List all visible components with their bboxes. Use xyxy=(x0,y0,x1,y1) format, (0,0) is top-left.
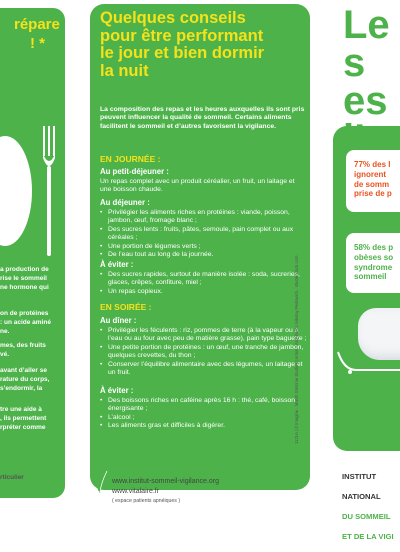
list-item: • Les aliments gras et difficiles à digérer. xyxy=(100,422,308,430)
subsection-title-eviter-soiree: À éviter : xyxy=(100,386,134,395)
list-item: • Des sucres lents : fruits, pâtes, semoule, pain complet ou aux céréales ; xyxy=(100,226,308,243)
dejeuner-list xyxy=(100,209,308,259)
list-item: • L’alcool ; xyxy=(100,414,308,422)
stat-card-1 xyxy=(346,150,400,212)
left-text-line: , ils permettent xyxy=(0,415,47,422)
list-item: • Une petite portion de protéines : un œuf, une tranche de jambon, quelques crevettes, du thon ; xyxy=(100,344,308,361)
more-info-title: POUR EN SAVOIR + xyxy=(112,466,192,476)
right-title: Le s es xyxy=(343,3,390,123)
link-note: ( espace patients apnéiques ) xyxy=(112,498,181,504)
left-text-line: vé. xyxy=(0,351,10,358)
advice-panel xyxy=(90,4,310,490)
intro-text: La composition des repas et les heures auxquelles ils sont pris peuvent influencer la qualité de sommeil. Certains aliments facilitent le sommeil et d’autres favorisent la vigilance. xyxy=(100,106,305,130)
left-text-line: tre une aide à xyxy=(0,406,42,413)
institute-line1: INSTITUT xyxy=(342,472,377,481)
stat-text-2: 58% des p obèses so syndrome sommeil xyxy=(354,243,394,282)
list-item: • Des sucres rapides, surtout de manière isolée : soda, sucreries, glaces, crêpes, confiture, miel ; xyxy=(100,271,308,288)
bed-illustration xyxy=(336,350,400,374)
left-text-line: : un acide aminé xyxy=(0,319,51,326)
panel-title: Quelques conseils pour être performant le jour et bien dormir la nuit xyxy=(100,9,265,80)
left-text-line: rpréter comme xyxy=(0,424,46,431)
left-bottom-fragment: rticulier xyxy=(0,474,24,481)
left-text-line: mes, des fruits xyxy=(0,342,46,349)
eviter-soiree-list xyxy=(100,397,308,431)
list-item: • Un repas copieux. xyxy=(100,288,308,296)
left-text-line: ne. xyxy=(0,328,10,335)
left-text-line: rature du corps, xyxy=(0,376,50,383)
institute-logo-text xyxy=(342,462,394,552)
left-text-line: ne hormone qui xyxy=(0,284,49,291)
subsection-title-eviter-journee: À éviter : xyxy=(100,260,134,269)
stat-text-1: 77% des l ignorent de somm prise de p xyxy=(354,160,392,199)
subsection-title-dejeuner: Au déjeuner : xyxy=(100,198,150,207)
left-text-line: rise le sommeil xyxy=(0,275,47,282)
plate-illustration xyxy=(0,136,32,246)
left-text-line: on de protéines xyxy=(0,310,49,317)
list-item: • Des boissons riches en caféine après 16 h : thé, café, boisson énergisante ; xyxy=(100,397,308,414)
left-title-line1: répare xyxy=(14,16,60,33)
left-text-line: a production de xyxy=(0,266,49,273)
left-panel xyxy=(0,8,65,498)
subsection-title-diner: Au dîner : xyxy=(100,316,137,325)
list-item: • De l’eau tout au long de la journée. xyxy=(100,251,308,259)
institute-line2: NATIONAL xyxy=(342,492,381,501)
institute-line3: DU SOMMEIL xyxy=(342,512,391,521)
section-title-soiree: EN SOIRÉE : xyxy=(100,302,152,312)
diner-list xyxy=(100,327,308,377)
photo-credits xyxy=(294,436,299,444)
left-text-line: s’endormir, la xyxy=(0,385,43,392)
list-item: • Privilégier les féculents : riz, pommes de terre (à la vapeur ou à l’eau ou au four avec peu de matière grasse), pain type baguette ; xyxy=(100,327,308,344)
institute-line4: ET DE LA VIGI xyxy=(342,532,394,541)
subsection-title-petit-dejeuner: Au petit-déjeuner : xyxy=(100,167,169,176)
footer-more-info xyxy=(86,462,316,516)
left-title-line2: ! * xyxy=(30,35,45,52)
list-item: • Une portion de légumes verts ; xyxy=(100,243,308,251)
eviter-journee-list xyxy=(100,271,308,296)
petit-dejeuner-text: Un repas complet avec un produit céréalier, un fruit, un laitage et une boisson chaude. xyxy=(100,178,295,194)
link-vitalaire[interactable]: www.vitalaire.fr xyxy=(112,488,160,495)
section-title-journee: EN JOURNÉE : xyxy=(100,154,161,164)
link-institut[interactable]: www.institut-sommeil-vigilance.org xyxy=(112,478,219,485)
left-text-line: avant d’aller se xyxy=(0,367,47,374)
fork-icon xyxy=(42,126,56,256)
list-item: • Privilégier les aliments riches en protéines : viande, poisson, jambon, œuf, fromage blanc ; xyxy=(100,209,308,226)
list-item: • Conserver l’équilibre alimentaire avec des légumes, un laitage et un fruit. xyxy=(100,361,308,378)
leaf-icon xyxy=(94,468,110,494)
stat-card-2 xyxy=(346,233,400,293)
